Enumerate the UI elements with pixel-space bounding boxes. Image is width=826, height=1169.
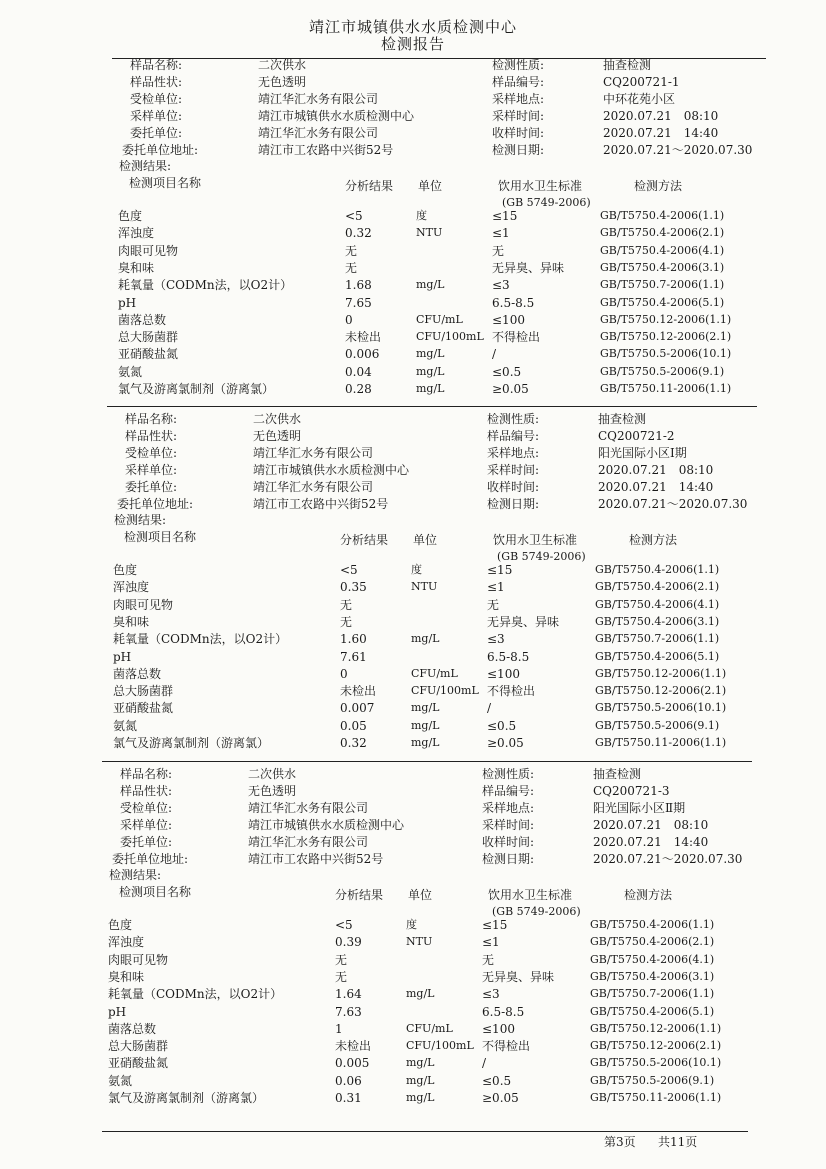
row-unit: 度: [406, 918, 417, 931]
row-standard: 6.5-8.5: [487, 649, 530, 664]
row-method: GB/T5750.4-2006(1.1): [595, 563, 720, 576]
info-value-client-unit: 靖江华汇水务有限公司: [248, 835, 369, 849]
row-item: 总大肠菌群: [108, 1039, 169, 1054]
row-standard: 无: [482, 952, 495, 967]
row-standard: ≤3: [492, 278, 510, 293]
info-label-inspected-unit: 受检单位:: [130, 92, 183, 106]
row-method: GB/T5750.4-2006(4.1): [595, 597, 720, 611]
row-item: 耗氧量（CODMn法，以O2计）: [108, 987, 283, 1002]
row-unit: CFU/mL: [416, 312, 463, 326]
info-value-test-nature: 抽查检测: [593, 767, 642, 781]
info-value-inspected-unit: 靖江华汇水务有限公司: [248, 801, 369, 815]
info-label-sample-prop: 样品性状:: [125, 429, 178, 443]
row-result: <5: [340, 563, 358, 577]
row-standard: 不得检出: [487, 684, 536, 699]
info-value-client-unit: 靖江华汇水务有限公司: [258, 126, 379, 140]
row-unit: mg/L: [411, 736, 440, 749]
report-title: 检测报告: [380, 35, 445, 53]
row-method: GB/T5750.4-2006(2.1): [590, 935, 715, 949]
info-label-sample-prop: 样品性状:: [130, 75, 183, 89]
section-separator: [102, 761, 752, 762]
row-item: 臭和味: [118, 260, 155, 275]
row-unit: 度: [416, 209, 427, 222]
row-standard: 无: [487, 597, 500, 612]
info-value-sample-name: 二次供水: [248, 767, 297, 781]
row-method: GB/T5750.12-2006(1.1): [590, 1021, 722, 1035]
row-method: GB/T5750.4-2006(2.1): [595, 580, 720, 594]
info-value-receive-time: 2020.07.21 14:40: [593, 835, 709, 849]
row-standard: 不得检出: [492, 330, 541, 345]
row-result: 7.63: [335, 1004, 362, 1019]
row-result: 0.32: [340, 736, 367, 750]
row-item: 氨氮: [113, 718, 138, 733]
row-unit: mg/L: [416, 382, 445, 395]
row-result: 0.35: [340, 580, 367, 595]
row-result: 0.28: [345, 382, 372, 396]
row-unit: CFU/100mL: [406, 1039, 474, 1053]
info-label-sampling-time: 采样时间:: [482, 818, 535, 832]
row-method: GB/T5750.12-2006(2.1): [595, 684, 727, 698]
row-item: 亚硝酸盐氮: [113, 701, 174, 716]
info-label-sampling-site: 采样地点:: [492, 92, 545, 106]
col-header-standard: 饮用水卫生标准: [488, 888, 573, 902]
row-method: GB/T5750.5-2006(9.1): [590, 1073, 715, 1087]
info-label-sample-name: 样品名称:: [130, 58, 183, 72]
info-label-sampling-unit: 采样单位:: [120, 818, 173, 832]
info-label-client-address: 委托单位地址:: [117, 497, 194, 511]
col-header-standard-code: (GB 5749-2006): [502, 196, 591, 209]
row-method: GB/T5750.11-2006(1.1): [590, 1091, 722, 1104]
row-item: 氨氮: [118, 364, 143, 379]
row-method: GB/T5750.4-2006(1.1): [590, 918, 715, 931]
info-label-test-date: 检测日期:: [492, 143, 545, 157]
row-unit: CFU/mL: [411, 666, 458, 680]
info-value-test-date: 2020.07.21～2020.07.30: [603, 143, 753, 157]
row-result: 0.05: [340, 718, 367, 733]
info-label-inspected-unit: 受检单位:: [120, 801, 173, 815]
row-unit: mg/L: [406, 1073, 435, 1087]
row-method: GB/T5750.4-2006(5.1): [600, 295, 725, 309]
info-value-receive-time: 2020.07.21 14:40: [603, 126, 719, 140]
row-standard: ≤1: [482, 935, 500, 950]
info-value-client-address: 靖江市工农路中兴街52号: [258, 143, 394, 157]
row-method: GB/T5750.4-2006(3.1): [600, 260, 725, 274]
row-standard: 不得检出: [482, 1039, 531, 1054]
row-unit: mg/L: [416, 364, 445, 378]
row-method: GB/T5750.4-2006(2.1): [600, 226, 725, 240]
row-result: 无: [335, 952, 348, 967]
report-org-title: 靖江市城镇供水水质检测中心: [308, 18, 517, 36]
row-method: GB/T5750.7-2006(1.1): [595, 632, 720, 646]
row-standard: ≤0.5: [492, 364, 522, 379]
row-item: 肉眼可见物: [108, 952, 169, 967]
info-value-sampling-time: 2020.07.21 08:10: [598, 463, 714, 477]
row-result: 0.31: [335, 1091, 362, 1105]
row-method: GB/T5750.4-2006(1.1): [600, 209, 725, 222]
results-label: 检测结果:: [119, 159, 172, 173]
col-header-unit: 单位: [408, 888, 433, 902]
row-item: 菌落总数: [108, 1021, 157, 1036]
row-item: 肉眼可见物: [118, 243, 179, 258]
row-result: 0: [345, 312, 353, 327]
info-value-client-unit: 靖江华汇水务有限公司: [253, 480, 374, 494]
row-result: 0: [340, 666, 348, 681]
info-label-test-nature: 检测性质:: [482, 767, 535, 781]
row-unit: mg/L: [416, 278, 445, 292]
info-value-sample-no: CQ200721-3: [593, 784, 670, 798]
info-value-sampling-time: 2020.07.21 08:10: [593, 818, 709, 832]
row-unit: mg/L: [406, 1091, 435, 1104]
row-method: GB/T5750.12-2006(2.1): [590, 1039, 722, 1053]
row-result: 未检出: [335, 1039, 372, 1054]
row-method: GB/T5750.12-2006(1.1): [600, 312, 732, 326]
info-label-inspected-unit: 受检单位:: [125, 446, 178, 460]
info-value-sample-no: CQ200721-2: [598, 429, 675, 443]
info-label-receive-time: 收样时间:: [482, 835, 535, 849]
page-number: 第3页: [604, 1135, 636, 1149]
row-unit: 度: [411, 563, 422, 576]
row-standard: ≥0.05: [487, 736, 524, 750]
info-label-sample-name: 样品名称:: [125, 412, 178, 426]
col-header-unit: 单位: [418, 179, 443, 193]
results-label: 检测结果:: [114, 513, 167, 527]
row-item: 氯气及游离氯制剂（游离氯）: [108, 1091, 265, 1105]
row-item: 浑浊度: [118, 226, 155, 241]
row-item: 臭和味: [108, 969, 145, 984]
row-standard: /: [487, 701, 492, 716]
col-header-result: 分析结果: [345, 179, 394, 193]
info-label-test-date: 检测日期:: [482, 852, 535, 866]
row-method: GB/T5750.7-2006(1.1): [590, 987, 715, 1001]
col-header-result: 分析结果: [340, 533, 389, 547]
row-result: 未检出: [340, 684, 377, 699]
row-method: GB/T5750.5-2006(10.1): [590, 1056, 722, 1070]
row-item: 肉眼可见物: [113, 597, 174, 612]
info-value-sampling-unit: 靖江市城镇供水水质检测中心: [258, 109, 415, 123]
info-value-client-address: 靖江市工农路中兴街52号: [253, 497, 389, 511]
row-method: GB/T5750.12-2006(2.1): [600, 330, 732, 344]
page-total: 共11页: [658, 1135, 698, 1149]
info-label-sampling-site: 采样地点:: [482, 801, 535, 815]
row-standard: 6.5-8.5: [482, 1004, 525, 1019]
row-unit: NTU: [406, 935, 433, 949]
col-header-unit: 单位: [413, 533, 438, 547]
row-standard: ≤100: [482, 1021, 515, 1036]
row-standard: ≤0.5: [482, 1073, 512, 1088]
info-label-receive-time: 收样时间:: [492, 126, 545, 140]
info-label-test-nature: 检测性质:: [487, 412, 540, 426]
row-unit: mg/L: [411, 632, 440, 646]
row-item: 氯气及游离氯制剂（游离氯）: [113, 736, 270, 750]
row-standard: ≥0.05: [492, 382, 529, 396]
row-result: 0.006: [345, 347, 380, 362]
info-label-sampling-time: 采样时间:: [487, 463, 540, 477]
row-item: 亚硝酸盐氮: [108, 1056, 169, 1071]
col-header-standard-code: (GB 5749-2006): [492, 905, 581, 918]
row-method: GB/T5750.5-2006(9.1): [595, 718, 720, 732]
info-value-test-date: 2020.07.21～2020.07.30: [593, 852, 743, 866]
row-result: 无: [340, 614, 353, 629]
info-label-sample-prop: 样品性状:: [120, 784, 173, 798]
row-item: pH: [113, 649, 132, 664]
row-unit: NTU: [411, 580, 438, 594]
info-value-sample-name: 二次供水: [258, 58, 307, 72]
col-header-method: 检测方法: [624, 888, 673, 902]
row-method: GB/T5750.12-2006(1.1): [595, 666, 727, 680]
row-result: 1.60: [340, 632, 367, 647]
row-result: 0.007: [340, 701, 375, 716]
info-label-client-unit: 委托单位:: [125, 480, 178, 494]
row-item: 总大肠菌群: [113, 684, 174, 699]
info-value-test-nature: 抽查检测: [598, 412, 647, 426]
row-item: 耗氧量（CODMn法，以O2计）: [118, 278, 293, 293]
row-item: 总大肠菌群: [118, 330, 179, 345]
row-standard: 无异臭、异味: [482, 969, 555, 984]
row-unit: mg/L: [411, 701, 440, 715]
info-label-client-address: 委托单位地址:: [122, 143, 199, 157]
row-method: GB/T5750.5-2006(10.1): [600, 347, 732, 361]
row-method: GB/T5750.11-2006(1.1): [595, 736, 727, 749]
row-method: GB/T5750.7-2006(1.1): [600, 278, 725, 292]
row-standard: ≤15: [482, 918, 508, 932]
row-standard: ≤1: [487, 580, 505, 595]
row-unit: NTU: [416, 226, 443, 240]
row-item: 氯气及游离氯制剂（游离氯）: [118, 382, 275, 396]
info-label-client-unit: 委托单位:: [120, 835, 173, 849]
col-header-result: 分析结果: [335, 888, 384, 902]
row-result: 无: [345, 260, 358, 275]
info-value-receive-time: 2020.07.21 14:40: [598, 480, 714, 494]
info-value-sampling-unit: 靖江市城镇供水水质检测中心: [253, 463, 410, 477]
row-item: pH: [118, 295, 137, 310]
row-method: GB/T5750.5-2006(10.1): [595, 701, 727, 715]
info-value-sampling-time: 2020.07.21 08:10: [603, 109, 719, 123]
row-unit: mg/L: [406, 987, 435, 1001]
col-header-method: 检测方法: [634, 179, 683, 193]
row-result: 无: [345, 243, 358, 258]
row-unit: mg/L: [406, 1056, 435, 1070]
row-item: 浑浊度: [113, 580, 150, 595]
results-label: 检测结果:: [109, 868, 162, 882]
row-standard: /: [482, 1056, 487, 1071]
row-method: GB/T5750.4-2006(5.1): [590, 1004, 715, 1018]
row-standard: ≤100: [492, 312, 525, 327]
info-label-sample-no: 样品编号:: [487, 429, 540, 443]
info-value-sample-prop: 无色透明: [253, 429, 302, 443]
row-standard: ≤3: [482, 987, 500, 1002]
row-item: 氨氮: [108, 1073, 133, 1088]
row-item: 色度: [108, 918, 133, 932]
row-standard: ≤15: [487, 563, 513, 577]
col-header-standard: 饮用水卫生标准: [498, 179, 583, 193]
info-value-sample-name: 二次供水: [253, 412, 302, 426]
row-item: 菌落总数: [118, 312, 167, 327]
row-unit: CFU/100mL: [411, 684, 479, 698]
info-value-test-date: 2020.07.21～2020.07.30: [598, 497, 748, 511]
row-result: 无: [340, 597, 353, 612]
info-label-client-unit: 委托单位:: [130, 126, 183, 140]
info-label-receive-time: 收样时间:: [487, 480, 540, 494]
row-method: GB/T5750.4-2006(3.1): [590, 969, 715, 983]
row-method: GB/T5750.4-2006(3.1): [595, 614, 720, 628]
row-unit: mg/L: [416, 347, 445, 361]
info-label-sampling-site: 采样地点:: [487, 446, 540, 460]
row-standard: ≤3: [487, 632, 505, 647]
row-item: 菌落总数: [113, 666, 162, 681]
row-standard: /: [492, 347, 497, 362]
info-label-sample-name: 样品名称:: [120, 767, 173, 781]
report-section: [0, 412, 821, 772]
row-standard: 无异臭、异味: [487, 614, 560, 629]
row-item: pH: [108, 1004, 127, 1019]
row-item: 耗氧量（CODMn法，以O2计）: [113, 632, 288, 647]
row-standard: ≤100: [487, 666, 520, 681]
info-value-sample-no: CQ200721-1: [603, 75, 680, 89]
row-result: <5: [335, 918, 353, 932]
col-header-standard-code: (GB 5749-2006): [497, 550, 586, 563]
info-value-inspected-unit: 靖江华汇水务有限公司: [258, 92, 379, 106]
row-item: 臭和味: [113, 614, 150, 629]
info-label-sampling-unit: 采样单位:: [125, 463, 178, 477]
row-item: 色度: [113, 563, 138, 577]
section-separator: [107, 406, 757, 407]
row-result: 1.64: [335, 987, 362, 1002]
row-standard: ≤1: [492, 226, 510, 241]
col-header-method: 检测方法: [629, 533, 678, 547]
info-value-client-address: 靖江市工农路中兴街52号: [248, 852, 384, 866]
row-result: 1: [335, 1021, 343, 1036]
bottom-rule: [102, 1131, 748, 1132]
row-item: 浑浊度: [108, 935, 145, 950]
row-result: 7.65: [345, 295, 372, 310]
row-result: <5: [345, 209, 363, 223]
report-section: [0, 767, 816, 1127]
row-standard: ≥0.05: [482, 1091, 519, 1105]
row-result: 0.06: [335, 1073, 362, 1088]
row-item: 色度: [118, 209, 143, 223]
row-method: GB/T5750.5-2006(9.1): [600, 364, 725, 378]
info-label-test-date: 检测日期:: [487, 497, 540, 511]
row-standard: 6.5-8.5: [492, 295, 535, 310]
row-method: GB/T5750.4-2006(4.1): [600, 243, 725, 257]
row-result: 0.39: [335, 935, 362, 950]
col-header-item: 检测项目名称: [119, 885, 192, 899]
col-header-item: 检测项目名称: [124, 530, 197, 544]
col-header-item: 检测项目名称: [129, 176, 202, 190]
row-method: GB/T5750.11-2006(1.1): [600, 382, 732, 395]
row-standard: 无异臭、异味: [492, 260, 565, 275]
col-header-standard: 饮用水卫生标准: [493, 533, 578, 547]
row-method: GB/T5750.4-2006(5.1): [595, 649, 720, 663]
info-label-sample-no: 样品编号:: [492, 75, 545, 89]
row-standard: 无: [492, 243, 505, 258]
info-label-sampling-unit: 采样单位:: [130, 109, 183, 123]
info-value-sampling-site: 中环花苑小区: [603, 92, 676, 106]
row-unit: CFU/100mL: [416, 330, 484, 344]
info-label-sampling-time: 采样时间:: [492, 109, 545, 123]
info-value-sampling-unit: 靖江市城镇供水水质检测中心: [248, 818, 405, 832]
info-value-inspected-unit: 靖江华汇水务有限公司: [253, 446, 374, 460]
row-result: 1.68: [345, 278, 372, 293]
info-label-client-address: 委托单位地址:: [112, 852, 189, 866]
info-label-test-nature: 检测性质:: [492, 58, 545, 72]
report-section: [0, 58, 826, 418]
row-standard: ≤15: [492, 209, 518, 223]
row-item: 亚硝酸盐氮: [118, 347, 179, 362]
row-result: 0.005: [335, 1056, 370, 1071]
info-value-sampling-site: 阳光国际小区Ⅰ期: [598, 446, 687, 460]
row-result: 未检出: [345, 330, 382, 345]
row-unit: mg/L: [411, 718, 440, 732]
row-result: 0.04: [345, 364, 372, 379]
info-label-sample-no: 样品编号:: [482, 784, 535, 798]
info-value-sample-prop: 无色透明: [258, 75, 307, 89]
row-method: GB/T5750.4-2006(4.1): [590, 952, 715, 966]
info-value-test-nature: 抽查检测: [603, 58, 652, 72]
row-result: 无: [335, 969, 348, 984]
row-standard: ≤0.5: [487, 718, 517, 733]
row-unit: CFU/mL: [406, 1021, 453, 1035]
row-result: 0.32: [345, 226, 372, 241]
info-value-sample-prop: 无色透明: [248, 784, 297, 798]
row-result: 7.61: [340, 649, 367, 664]
info-value-sampling-site: 阳光国际小区Ⅱ期: [593, 801, 686, 815]
